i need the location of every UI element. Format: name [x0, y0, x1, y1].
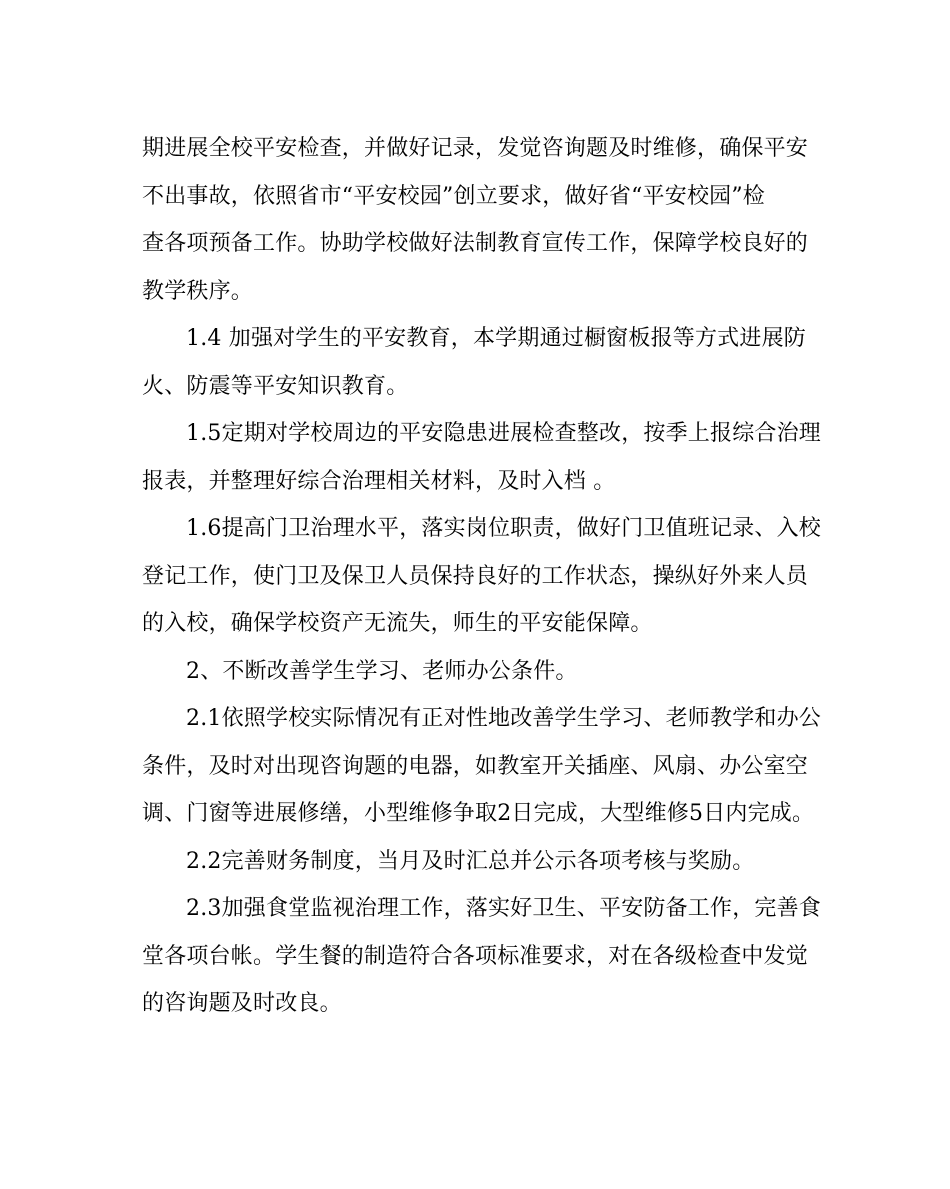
text-line: 报表，并整理好综合治理相关材料，及时入档 。 — [142, 468, 616, 494]
text-line: 1.5定期对学校周边的平安隐患进展检查整改，按季上报综合治理 — [186, 421, 821, 446]
text-line: 查各项预备工作。协助学校做好法制教育宣传工作，保障学校良好的 — [142, 231, 809, 256]
paragraph-2-2 — [142, 838, 814, 886]
text-line: 条件，及时对出现咨询题的电器，如教室开关插座、风扇、办公室空 — [142, 753, 809, 779]
paragraph-2-1 — [142, 695, 821, 838]
text-line: 1.4 加强对学生的平安教育，本学期通过橱窗板报等方式进展防 — [186, 326, 806, 351]
text-line: 2.2完善财务制度，当月及时汇总并公示各项考核与奖励。 — [186, 848, 755, 874]
text-line: 登记工作，使门卫及保卫人员保持良好的工作状态，操纵好外来人员 — [142, 563, 809, 589]
text-line: 的咨询题及时改良。 — [142, 991, 342, 1016]
text-line: 2.3加强食堂监视治理工作，落实好卫生、平安防备工作，完善食 — [186, 896, 821, 921]
text-line: 2.1依照学校实际情况有正对性地改善学生学习、老师教学和办公 — [186, 706, 821, 731]
text-line: 教学秩序。 — [142, 278, 254, 304]
text-line: 堂各项台帐。学生餐的制造符合各项标准要求，对在各级检查中发觉 — [142, 943, 809, 969]
text-line: 调、门窗等进展修缮，小型维修争取2日完成，大型维修5日内完成。 — [142, 801, 815, 826]
text-line: 不出事故，依照省市“平安校园”创立要求，做好省“平安校园”检 — [142, 183, 765, 209]
text-line: 1.6提高门卫治理水平，落实岗位职责，做好门卫值班记录、入校 — [186, 516, 821, 541]
paragraph-2-3 — [142, 885, 821, 1028]
text-line: 火、防震等平安知识教育。 — [142, 373, 409, 399]
paragraph-2 — [142, 648, 814, 696]
paragraph-safety-inspection — [142, 125, 814, 315]
paragraph-1-5 — [142, 410, 821, 505]
section-heading: 2、不断改善学生学习、老师办公条件。 — [186, 658, 578, 684]
paragraph-1-4 — [142, 315, 814, 410]
text-line: 期进展全校平安检查，并做好记录，发觉咨询题及时维修，确保平安 — [142, 136, 809, 161]
paragraph-1-6 — [142, 505, 821, 648]
text-line: 的入校，确保学校资产无流失，师生的平安能保障。 — [142, 611, 653, 636]
document-body — [142, 125, 821, 1028]
